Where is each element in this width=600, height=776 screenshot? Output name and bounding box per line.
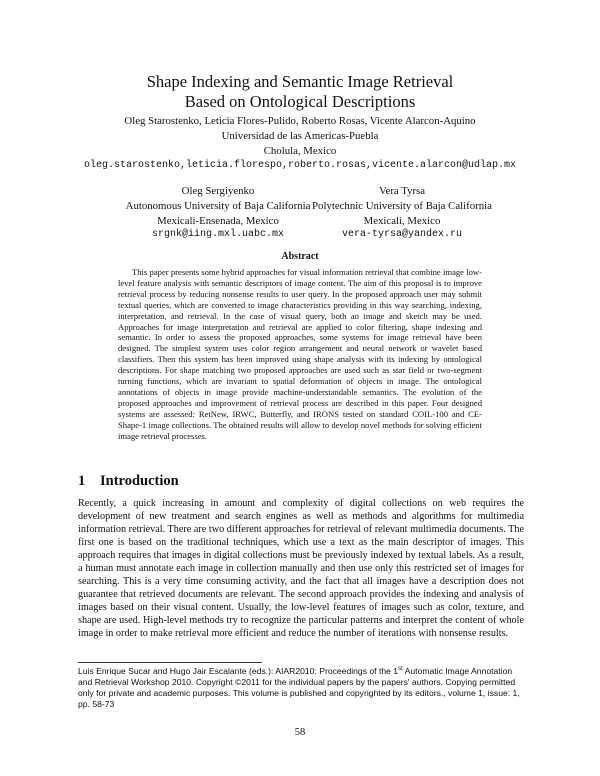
introduction-paragraph: Recently, a quick increasing in amount and complexity of digital collections on web requires the development of new treatment and search engines as well as methods and algorithms for multimedia information retrieval. There are two different approaches for retrieval of relevant multimedia documents. The first one is based on the traditional techniques, which use a text as the main descriptor of images. This approach requires that images in digital collections must be previously indexed by textual labels. As a result, a human must annotate each image in collection manually and then use only this restricted set of images for searching. This is a very time consuming activity, and the fact that all images have a description does not guarantee that retrieved documents are relevant. The second approach provides the indexing and analysis of images based on their visual content. Usually, the low-level features of images such as color, texture, and shape are used. High-level methods try to recognize the particular patterns and interpret the content of whole image in order to make retrieval more efficient and reduce the number of iterations with nonsense results. <box>78 498 524 639</box>
author-right-affiliation: Polytechnic University of Baja California <box>312 199 492 212</box>
abstract-text: This paper presents some hybrid approaches for visual information retrieval that combine image low-level feature analysis with semantic descriptors of image content. The aim of this proposal is to improve retrieval process by reducing nonsense results to user query. In the proposed approach user may submit textual queries, which are converted to image characteristics providing in this way searching, indexing, interpretation, and retrieval. In the case of visual query, both an image and sketch may be used. Approaches for image interpretation and retrieval are applied to color filtering, shape indexing and semantic. In order to assess the proposed approaches, some systems for image retrieval have been designed. The simplest system uses color region arrangement and neural network or wavelet based classifiers. Then this system has been improved using shape analysis with its indexing by ontological descriptions. For shape matching two proposed approaches are used such as star field or two-segment turning functions, which are invariant to spatial deformation of objects in image. The ontological annotations of objects in image provide machine-understandable semantics. The evolution of the proposed approaches and improvement of retrieval process are described in this paper. Four designed systems are assessed: RetNew, IRWC, Butterfly, and IRONS tested on standard COIL-100 and CE-Shape-1 image collections. The obtained results will allow to develop novel methods for solving efficient image retrieval processes. <box>118 267 482 441</box>
footnote-superscript: st <box>398 666 403 672</box>
author-left-location: Mexicali-Ensenada, Mexico <box>157 214 279 227</box>
title-line-2: Based on Ontological Descriptions <box>184 92 416 111</box>
footnote-text-end: Automatic Image Annotation and Retrieval Workshop 2010. Copyright ©2011 for the individual papers by the papers' authors. Copying permitted only for private and academic purposes. This volume is published and copyrighted by its editors., volume 1, issue: 1, pp. 58-73 <box>78 665 520 709</box>
section-title: Introduction <box>100 473 179 489</box>
author-left-affiliation: Autonomous University of Baja California <box>125 199 311 212</box>
paper-title <box>0 72 600 112</box>
title-line-1: Shape Indexing and Semantic Image Retrieval <box>146 72 454 91</box>
page-number: 58 <box>294 727 306 738</box>
section-heading-introduction <box>78 473 179 490</box>
author-right-name: Vera Tyrsa <box>378 185 426 197</box>
main-authors: Oleg Starostenko, Leticia Flores-Pulido, Roberto Rosas, Vicente Alarcon-Aquino <box>124 115 476 127</box>
footnote-rule <box>78 662 262 663</box>
section-number: 1 <box>78 473 86 489</box>
footnote <box>78 664 524 710</box>
main-location: Cholula, Mexico <box>263 145 337 157</box>
author-block-right <box>282 184 522 243</box>
main-affiliation: Universidad de las Americas-Puebla <box>221 130 379 142</box>
main-emails: oleg.starostenko,leticia.florespo,roberto.rosas,vicente.alarcon@udlap.mx <box>83 160 517 171</box>
author-left-email: srgnk@iing.mxl.uabc.mx <box>151 229 285 241</box>
abstract-heading: Abstract <box>281 251 319 262</box>
author-right-email: vera-tyrsa@yandex.ru <box>341 229 463 241</box>
footnote-text-start: Luis Enrique Sucar and Hugo Jair Escalante (eds.): AIAR2010: Proceedings of the 1 <box>78 665 399 676</box>
author-right-location: Mexicali, Mexico <box>363 214 441 227</box>
author-left-name: Oleg Sergiyenko <box>181 185 255 197</box>
